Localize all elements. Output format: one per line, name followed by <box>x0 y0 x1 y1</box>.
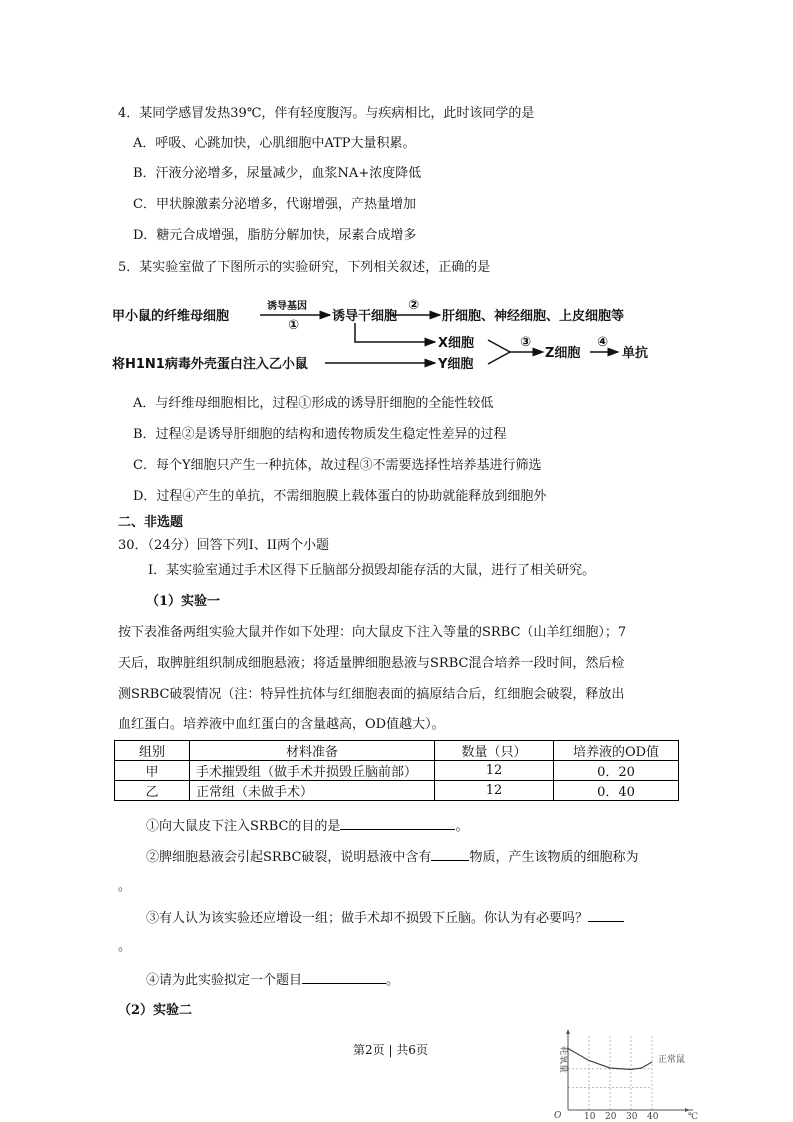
q4-option-d: D．糖元合成增强，脂肪分解加快，尿素合成增多 <box>133 228 417 243</box>
arrow3-step: ③ <box>520 335 532 350</box>
experiment1-title: （1）实验一 <box>146 594 221 609</box>
cell: 12 <box>435 781 554 801</box>
cell: 12 <box>435 761 554 781</box>
q5-option-c: C．每个Y细胞只产生一种抗体，故过程③不需要选择性培养基进行筛选 <box>133 458 542 473</box>
answer-blank[interactable] <box>588 909 624 922</box>
table-row <box>115 761 679 781</box>
cell: 乙 <box>115 781 190 801</box>
text: ④请为此实验拟定一个题目 <box>146 973 303 988</box>
arrow2-step: ② <box>408 298 420 313</box>
series-line-normal-rat <box>568 1049 652 1070</box>
x-cell: X细胞 <box>438 336 475 351</box>
text: ②脾细胞悬液会引起SRBC破裂，说明悬液中含有 <box>146 850 432 865</box>
x-tick-label: 20 <box>605 1112 617 1120</box>
text: 。 <box>118 939 132 954</box>
text: 。 <box>386 973 400 988</box>
x-axis-unit: ℃ <box>688 1112 698 1120</box>
answer-blank[interactable] <box>302 971 386 984</box>
x-tick-label: 30 <box>626 1112 638 1120</box>
y-cell: Y细胞 <box>438 357 474 372</box>
q4-option-b: B．汗液分泌增多，尿量减少，血浆NA+浓度降低 <box>133 166 422 181</box>
q4-option-a: A．呼吸、心跳加快，心肌细胞中ATP大量积累。 <box>133 136 416 151</box>
text: ③有人认为该实验还应增设一组；做手术却不损毁下丘脑。你认为有必要吗？ <box>146 911 589 926</box>
sub-question-4 <box>146 971 399 989</box>
paragraph-line: 血红蛋白。培养液中血红蛋白的含量越高，OD值越大）。 <box>118 717 445 732</box>
text: 。 <box>455 819 469 834</box>
q30-part1: I．某实验室通过手术区得下丘脑部分损毁却能存活的大鼠，进行了相关研究。 <box>148 563 596 578</box>
section-heading: 二、非选题 <box>118 515 184 530</box>
paragraph-line: 测SRBC破裂情况（注：特异性抗体与红细胞表面的搞原结合后，红细胞会破裂，释放出 <box>118 687 625 702</box>
y-axis-label: 耗氧量 <box>558 1046 568 1074</box>
header-group: 组别 <box>115 741 190 761</box>
header-count: 数量（只） <box>435 741 554 761</box>
q5-stem: 5．某实验室做了下图所示的实验研究，下列相关叙述，正确的是 <box>118 260 491 275</box>
q5-option-b: B．过程②是诱导肝细胞的结构和遗传物质发生稳定性差异的过程 <box>133 427 507 442</box>
cell: 0．40 <box>554 781 679 801</box>
page-footer: 第2页 | 共6页 <box>353 1043 428 1057</box>
table-header-row <box>115 741 679 761</box>
arrow1-step: ① <box>288 318 300 333</box>
cell: 0．20 <box>554 761 679 781</box>
q5-option-d: D．过程④产生的单抗，不需细胞膜上载体蛋白的协助就能释放到细胞外 <box>133 489 547 504</box>
z-cell: Z细胞 <box>545 346 581 361</box>
monoclonal-antibody: 单抗 <box>622 346 649 361</box>
series-label: 正常鼠 <box>658 1055 686 1065</box>
q4-stem: 4．某同学感冒发热39℃，伴有轻度腹泻。与疾病相比，此时该同学的是 <box>118 106 535 121</box>
oxygen-consumption-chart <box>548 1026 698 1120</box>
q30-stem: 30．（24分）回答下列I、II两个小题 <box>118 538 329 553</box>
text: 物质，产生该物质的细胞称为 <box>469 850 639 865</box>
arrow1-label: 诱导基因 <box>267 301 307 312</box>
experiment2-title: （2）实验二 <box>118 1003 193 1018</box>
table-row <box>115 781 679 801</box>
arrow4-step: ④ <box>597 335 609 350</box>
differentiated-cells: 肝细胞、神经细胞、上皮细胞等 <box>442 309 625 324</box>
experiment-table <box>114 740 679 801</box>
q5-option-a: A．与纤维母细胞相比，过程①形成的诱导肝细胞的全能性较低 <box>133 396 494 411</box>
answer-blank[interactable] <box>431 848 469 861</box>
sub-question-2 <box>146 848 638 866</box>
q4-option-c: C．甲状腺激素分泌增多，代谢增强，产热量增加 <box>133 197 416 212</box>
text: 。 <box>118 879 132 894</box>
paragraph-line: 天后，取脾脏组织制成细胞悬液；将适量脾细胞悬液与SRBC混合培养一段时间，然后检 <box>118 656 625 671</box>
answer-blank[interactable] <box>340 817 455 830</box>
header-od: 培养液的OD值 <box>554 741 679 761</box>
cell: 甲 <box>115 761 190 781</box>
sub-question-3 <box>146 909 624 927</box>
cell: 正常组（未做手术） <box>190 781 435 801</box>
source-h1n1: 将H1N1病毒外壳蛋白注入乙小鼠 <box>112 357 308 372</box>
text: ①向大鼠皮下注入SRBC的目的是 <box>146 819 341 834</box>
source-fibroblast: 甲小鼠的纤维母细胞 <box>112 309 230 324</box>
paragraph-line: 按下表准备两组实验大鼠并作如下处理：向大鼠皮下注入等量的SRBC（山羊红细胞）；7 <box>118 625 627 640</box>
origin-label: O <box>554 1111 562 1120</box>
x-tick-label: 10 <box>584 1112 596 1120</box>
x-tick-label: 40 <box>647 1112 659 1120</box>
experiment-flow-diagram <box>110 290 680 380</box>
cell: 手术摧毁组（做手术并损毁丘脑前部） <box>190 761 435 781</box>
header-material: 材料准备 <box>190 741 435 761</box>
sub-question-1 <box>146 817 468 835</box>
induced-stem-cell: 诱导干细胞 <box>332 309 398 324</box>
